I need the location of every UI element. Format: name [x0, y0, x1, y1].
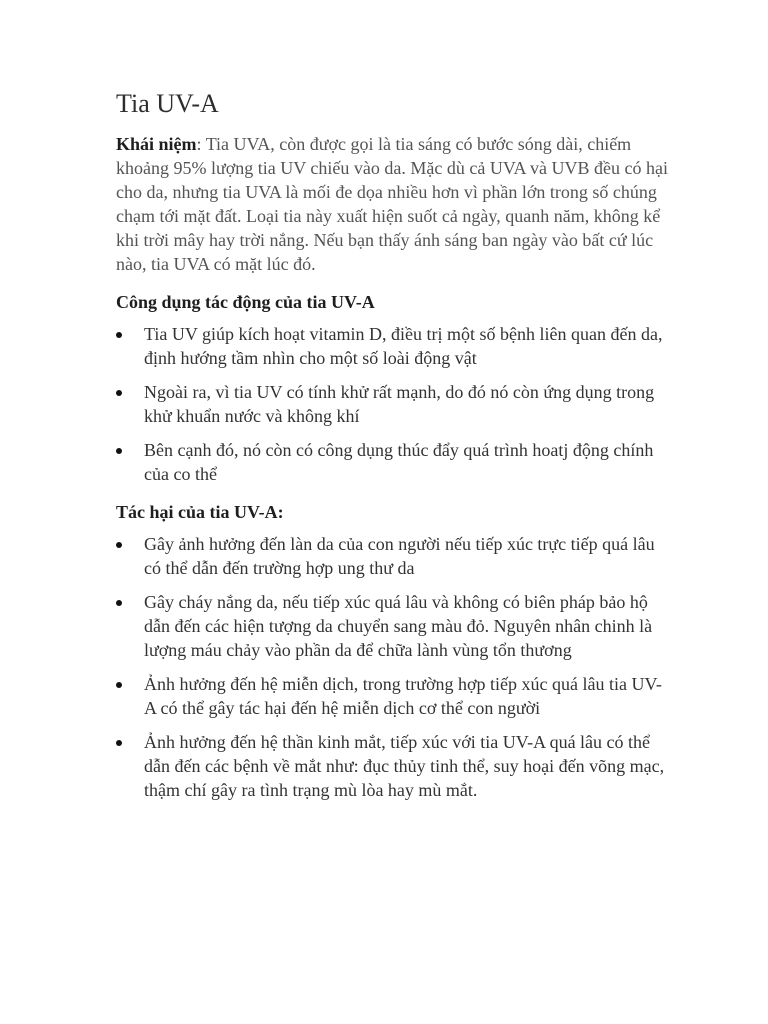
bullet-icon: [116, 332, 122, 338]
list-item-text: Tia UV giúp kích hoạt vitamin D, điều trị một số bệnh liên quan đến da, định hướng tầm nhìn cho một số loài động vật: [144, 324, 663, 368]
list-item-text: Gây cháy nắng da, nếu tiếp xúc quá lâu và không có biên pháp bảo hộ dẫn đến các hiện tượng da chuyển sang màu đỏ. Nguyên nhân chinh là lượng máu chảy vào phần da để chữa lành vùng tổn thương: [144, 592, 653, 660]
bullet-icon: [116, 740, 122, 746]
list-item: [116, 672, 668, 720]
page-title: Tia UV-A: [116, 89, 219, 118]
bullet-icon: [116, 448, 122, 454]
list-item: [116, 322, 668, 370]
section-heading-harms: Tác hại của tia UV-A:: [116, 502, 284, 522]
list-item-text: Ngoài ra, vì tia UV có tính khử rất mạnh, do đó nó còn ứng dụng trong khử khuẩn nước và không khí: [144, 382, 655, 426]
benefits-list: [116, 322, 668, 486]
list-item-text: Gây ảnh hưởng đến làn da của con người nếu tiếp xúc trực tiếp quá lâu có thể dẫn đến trường hợp ung thư da: [144, 534, 655, 578]
bullet-icon: [116, 682, 122, 688]
list-item: [116, 438, 668, 486]
section-heading-benefits: Công dụng tác động của tia UV-A: [116, 292, 375, 312]
harms-list: [116, 532, 668, 802]
list-item: [116, 730, 668, 802]
list-item: [116, 532, 668, 580]
intro-text: : Tia UVA, còn được gọi là tia sáng có bước sóng dài, chiếm khoảng 95% lượng tia UV chiếu vào da. Mặc dù cả UVA và UVB đều có hại cho da, nhưng tia UVA là mối đe dọa nhiều hơn vì phần lớn trong số chúng chạm tới mặt đất. Loại tia này xuất hiện suốt cả ngày, quanh năm, không kể khi trời mây hay trời nắng. Nếu bạn thấy ánh sáng ban ngày vào bất cứ lúc nào, tia UVA có mặt lúc đó.: [116, 134, 668, 274]
list-item: [116, 380, 668, 428]
intro-term: Khái niệm: [116, 134, 197, 154]
bullet-icon: [116, 390, 122, 396]
list-item-text: Ảnh hưởng đến hệ miễn dịch, trong trường hợp tiếp xúc quá lâu tia UV-A có thể gây tác hại đến hệ miễn dịch cơ thể con người: [144, 674, 662, 718]
bullet-icon: [116, 600, 122, 606]
list-item-text: Ảnh hưởng đến hệ thần kinh mắt, tiếp xúc với tia UV-A quá lâu có thể dẫn đến các bệnh về mắt như: đục thủy tinh thể, suy hoại đến võng mạc, thậm chí gây ra tình trạng mù lòa hay mù mắt.: [144, 732, 665, 800]
intro-paragraph: [116, 132, 668, 276]
bullet-icon: [116, 542, 122, 548]
list-item-text: Bên cạnh đó, nó còn có công dụng thúc đẩy quá trình hoatj động chính của co thể: [144, 440, 654, 484]
list-item: [116, 590, 668, 662]
